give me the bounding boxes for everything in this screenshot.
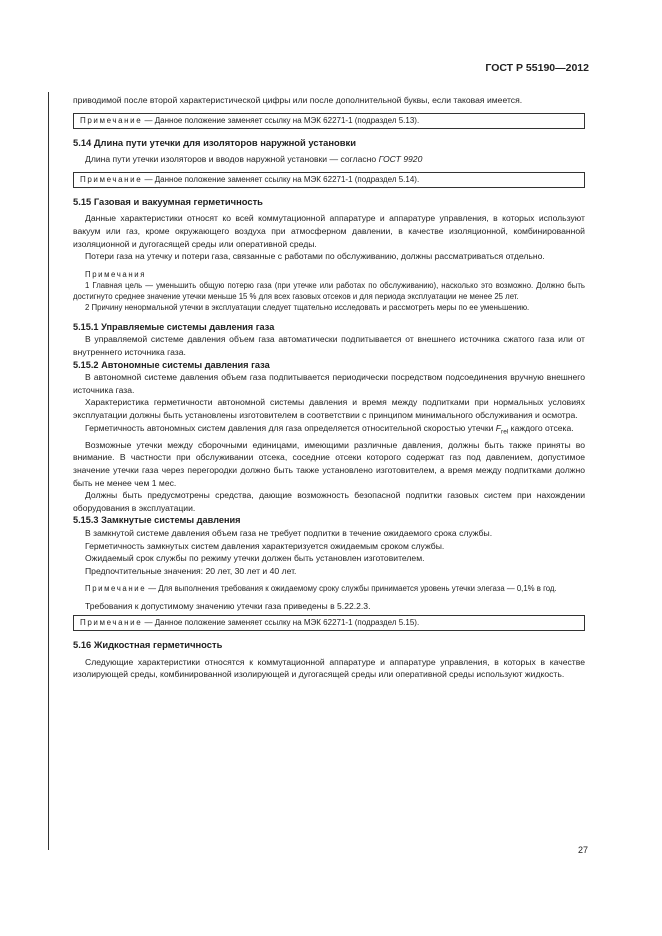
note-text: — Данное положение заменяет ссылку на МЭК 62271-1 (подраздел 5.15). (142, 617, 420, 627)
section-5-15-p2: Потери газа на утечку и потери газа, связанные с работами по обслуживанию, должны рассматриваться отдельно. (85, 251, 545, 262)
section-5-15-2-p5: Должны быть предусмотрены средства, дающие возможность безопасной подпитки газовых систем при нахождении оборудования в эксплуатации. (73, 490, 585, 513)
note-text: — Данное положение заменяет ссылку на МЭК 62271-1 (подраздел 5.14). (142, 174, 420, 184)
section-5-15-3-p1: В замкнутой системе давления объем газа не требует подпитки в течение ожидаемого срока службы. (85, 527, 493, 538)
section-5-15-1-title: 5.15.1 Управляемые системы давления газа (73, 321, 275, 332)
section-5-14-title: 5.14 Длина пути утечки для изоляторов наружной установки (73, 136, 357, 148)
frel-symbol: F (495, 422, 502, 433)
frel-subscript: rel (501, 428, 509, 436)
note-box-515 (73, 615, 585, 631)
section-5-15-3-p3: Ожидаемый срок службы по режиму утечки должен быть установлен изготовителем. (85, 553, 425, 564)
gost-9920-ref: ГОСТ 9920 (378, 154, 423, 165)
note-box-513 (73, 113, 585, 129)
section-5-16-title: 5.16 Жидкостная герметичность (73, 638, 223, 650)
note-1: 1 Главная цель — уменьшить общую потерю газа (при утечке или работах по обслуживанию), насколько это возможно. Должно быть достигнуто среднее значение утечки меньше 15 % для всех газовых отсеков и для периода эксплуатации не менее 25 лет. (73, 280, 585, 301)
section-5-15-3-note: Примечание — Для выполнения требования к ожидаемому сроку службы принимается уровень утечки элегаза — 0,1% в год. (85, 584, 557, 594)
section-5-15-2-p1: В автономной системе давления объем газа подпитывается периодически посредством подсоединения вручную внешнего источника газа. (73, 372, 585, 395)
standard-header: ГОСТ Р 55190—2012 (485, 62, 589, 74)
section-5-15-title: 5.15 Газовая и вакуумная герметичность (73, 195, 263, 207)
left-margin-rule (48, 92, 49, 850)
note-text: — Данное положение заменяет ссылку на МЭК 62271-1 (подраздел 5.13). (142, 115, 420, 125)
notes-title: Примечания (85, 269, 147, 279)
intro-text: приводимой после второй характеристической цифры или после дополнительной буквы, если таковая имеется. (73, 95, 523, 105)
section-5-15-3-p5: Требования к допустимому значению утечки газа приведены в 5.22.2.3. (85, 601, 371, 612)
note-box-514 (73, 172, 585, 188)
section-5-16-p1: Следующие характеристики относятся к коммутационной аппаратуре и аппаратуре управления, в которых в качестве изолирующей среды, комбинированной изолирующей и дугогасящей среды или оперативной среды используют жидкость. (73, 656, 585, 680)
section-5-15-1-p1: В управляемой системе давления объем газа автоматически подпитывается от внешнего источника сжатого газа или от внутреннего источника газа. (73, 334, 585, 357)
section-5-15-2-p3: Герметичность автономных систем давления для газа определяется относительной скоростью утечки $F_{rel}$ каждого отсека. (85, 422, 574, 436)
note-label: Примечание (80, 617, 143, 627)
note-label: Примечание (80, 174, 143, 184)
page-content (73, 94, 585, 681)
section-5-15-2-p4: Возможные утечки между сборочными единицами, имеющими различные давления, должны быть также приняты во внимание. В частности при обслуживании отсека, соседние отсеки которого содержат газ под давлением, допустимое значение утечки газа через перегородки должно быть также установлено изготовителем, а время между подпитками должно быть не менее чем 1 мес. (73, 439, 585, 488)
note-label: Примечание (80, 115, 143, 125)
section-5-15-p1: Данные характеристики относят ко всей коммутационной аппаратуре и аппаратуре управления, в которых используют вакуум или газ, кроме окружающего воздуха при атмосферном давлении, в качестве изоляционной, комбинированной изоляционной и дугогасящей среды или оперативной среды. (73, 213, 585, 249)
page-number: 27 (577, 845, 588, 855)
section-5-15-3-p2: Герметичность замкнутых систем давления характеризуется ожидаемым сроком службы. (85, 540, 445, 551)
section-5-14-text: Длина пути утечки изоляторов и вводов наружной установки — согласно ГОСТ 9920 (85, 154, 423, 165)
section-5-15-3-title: 5.15.3 Замкнутые системы давления (73, 515, 241, 526)
section-5-15-2-title: 5.15.2 Автономные системы давления газа (73, 359, 270, 370)
section-5-15-2-p2: Характеристика герметичности автономной системы давления и время между подпитками при нормальных условиях эксплуатации должны быть установлены изготовителем в соответствии с принципом минимального обслуживания и осмотра. (73, 397, 585, 420)
section-5-15-3-p4: Предпочтительные значения: 20 лет, 30 лет и 40 лет. (85, 565, 297, 576)
note-2: 2 Причину ненормальной утечки в эксплуатации следует тщательно исследовать и рассмотреть меры по ее уменьшению. (85, 302, 530, 312)
